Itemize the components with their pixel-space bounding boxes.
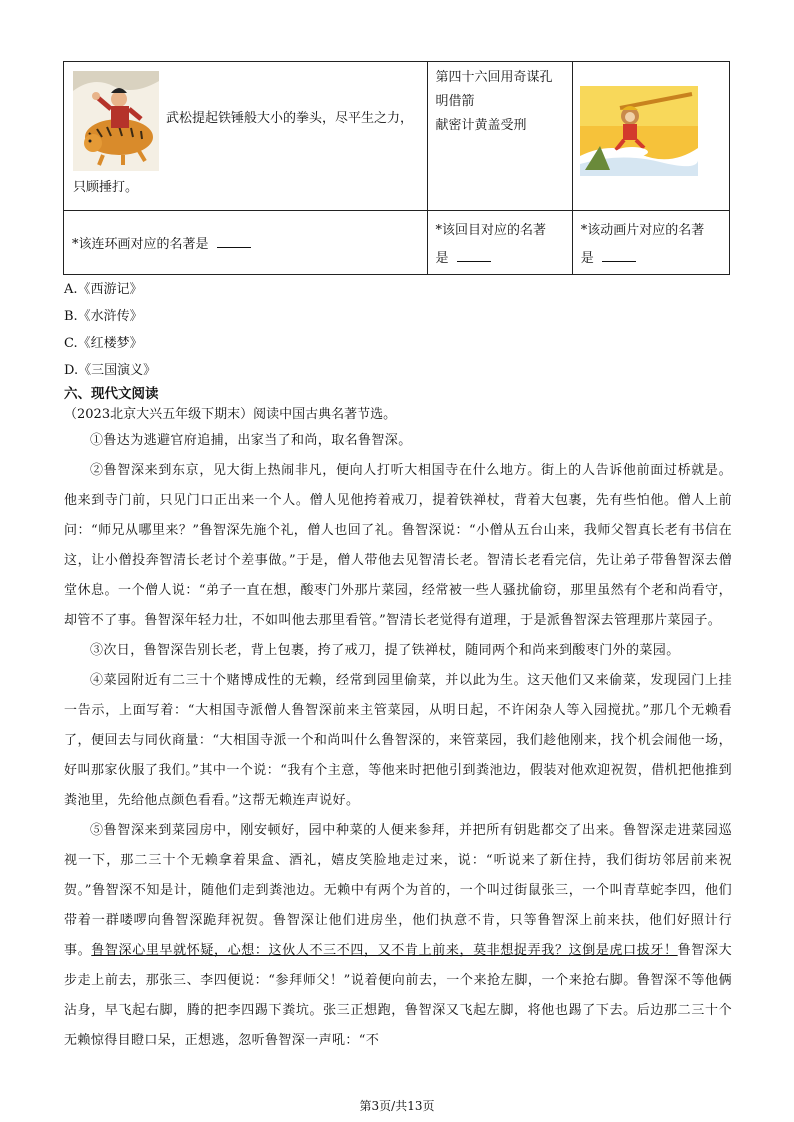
option-a[interactable]: A.《西游记》	[64, 282, 143, 297]
question-text: 是	[435, 251, 449, 266]
paragraph-2: ②鲁智深来到东京，见大街上热闹非凡，便向人打听大相国寺在什么地方。街上的人告诉他前面过桥就是。他来到寺门前，只见门口正出来一个人。僧人见他挎着戒刀，提着铁禅杖，背着大包裹，先有些怕他。僧人上前问：“师兄从哪里来？”鲁智深先施个礼，僧人也回了礼。鲁智深说：“小僧从五台山来，我师父智真长老有书信在这，让小僧投奔智清长老讨个差事做。”于是，僧人带他去见智清长老。智清长老看完信，先让弟子带鲁智深去僧堂休息。一个僧人说：“弟子一直在想，酸枣门外那片菜园，经常被一些人骚扰偷窃，那里虽然有个老和尚看守，却管不了事。鲁智深年轻力壮，不如叫他去那里看管。”智清长老觉得有道理，于是派鲁智深去管理那片菜园子。	[64, 463, 732, 628]
question-comic	[64, 211, 428, 275]
option-c[interactable]: C.《红楼梦》	[64, 336, 143, 351]
comic-cell	[64, 62, 428, 211]
paragraph-5-part-b: 鲁智深大步走上前去，那张三、李四便说：“参拜师父！”说着便向前去，一个来抢左脚，一个来抢右脚。鲁智深不等他俩沾身，早飞起右脚，腾的把李四踢下粪坑。张三正想跑，鲁智深又飞起左脚，将他也踢了下去。后边那二三十个无赖惊得目瞪口呆，正想逃，忽听鲁智深一声吼：“不	[64, 943, 732, 1048]
section-title: 六、现代文阅读	[64, 386, 159, 402]
animation-still-monkey-king	[580, 86, 698, 176]
option-d[interactable]: D.《三国演义》	[64, 363, 157, 378]
comic-caption-line1: 武松提起铁锤般大小的拳头，尽平生之力，	[166, 111, 414, 126]
paragraph-4: ④菜园附近有二三十个赌博成性的无赖，经常到园里偷菜，并以此为生。这天他们又来偷菜，发现园门上挂一告示，上面写着：“大相国寺派僧人鲁智深前来主管菜园，从明日起，不许闲杂人等入园搅扰。”那几个无赖看了，便回去与同伙商量：“大相国寺派一个和尚叫什么鲁智深的，来管菜园，我们趁他刚来，找个机会闹他一场，好叫那家伙服了我们。”其中一个说：“我有个主意，等他来时把他引到粪池边，假装对他欢迎祝贺，借机把他推到粪池里，先给他点颜色看看。”这帮无赖连声说好。	[64, 673, 732, 808]
page-footer: 第3页/共13页	[359, 1099, 435, 1113]
answer-blank[interactable]	[457, 247, 491, 262]
chapter-title-cell	[427, 62, 572, 211]
question-chapter	[427, 211, 572, 275]
matching-table	[63, 61, 730, 275]
answer-blank[interactable]	[217, 233, 251, 248]
question-text: 是	[580, 251, 594, 266]
paragraph-3: ③次日，鲁智深告别长老，背上包裹，挎了戒刀，提了铁禅杖，随同两个和尚来到酸枣门外的菜园。	[90, 643, 680, 658]
main-content	[64, 276, 732, 1056]
chapter-line: 第四十六回用奇谋孔	[435, 70, 553, 85]
chapter-line: 献密计黄盖受刑	[435, 118, 527, 133]
answer-blank[interactable]	[602, 247, 636, 262]
question-text: *该回目对应的名著	[435, 223, 547, 238]
comic-caption-line2: 只顾捶打。	[73, 180, 139, 195]
animation-cell	[572, 62, 729, 211]
section-source: （2023北京大兴五年级下期末）阅读中国古典名著节选。	[64, 407, 397, 422]
paragraph-5-part-a: ⑤鲁智深来到菜园房中，刚安顿好，园中种菜的人便来参拜，并把所有钥匙都交了出来。鲁智深走进菜园巡视一下，那二三十个无赖拿着果盒、酒礼，嬉皮笑脸地走过来，说：“听说来了新住持，我们街坊邻居前来祝贺。”鲁智深不知是计，随他们走到粪池边。无赖中有两个为首的，一个叫过街鼠张三，一个叫青草蛇李四，他们带着一群喽啰向鲁智深跪拜祝贺。鲁智深让他们进房坐，他们执意不肯，只等鲁智深上前来扶，他们好照计行事。	[64, 823, 732, 958]
question-text: *该动画片对应的名著	[580, 223, 705, 238]
question-animation	[572, 211, 729, 275]
paragraph-1: ①鲁达为逃避官府追捕，出家当了和尚，取名鲁智深。	[90, 433, 412, 448]
question-text: *该连环画对应的名著是	[72, 237, 209, 252]
paragraph-5	[64, 816, 732, 1056]
underlined-sentence: 鲁智深心里早就怀疑，心想：这伙人不三不四，又不肯上前来，莫非想捉弄我？这倒是虎口拔牙！	[91, 943, 678, 958]
chapter-line: 明借箭	[435, 94, 475, 109]
comic-illustration-wusong-tiger	[73, 71, 159, 171]
option-b[interactable]: B.《水浒传》	[64, 309, 143, 324]
